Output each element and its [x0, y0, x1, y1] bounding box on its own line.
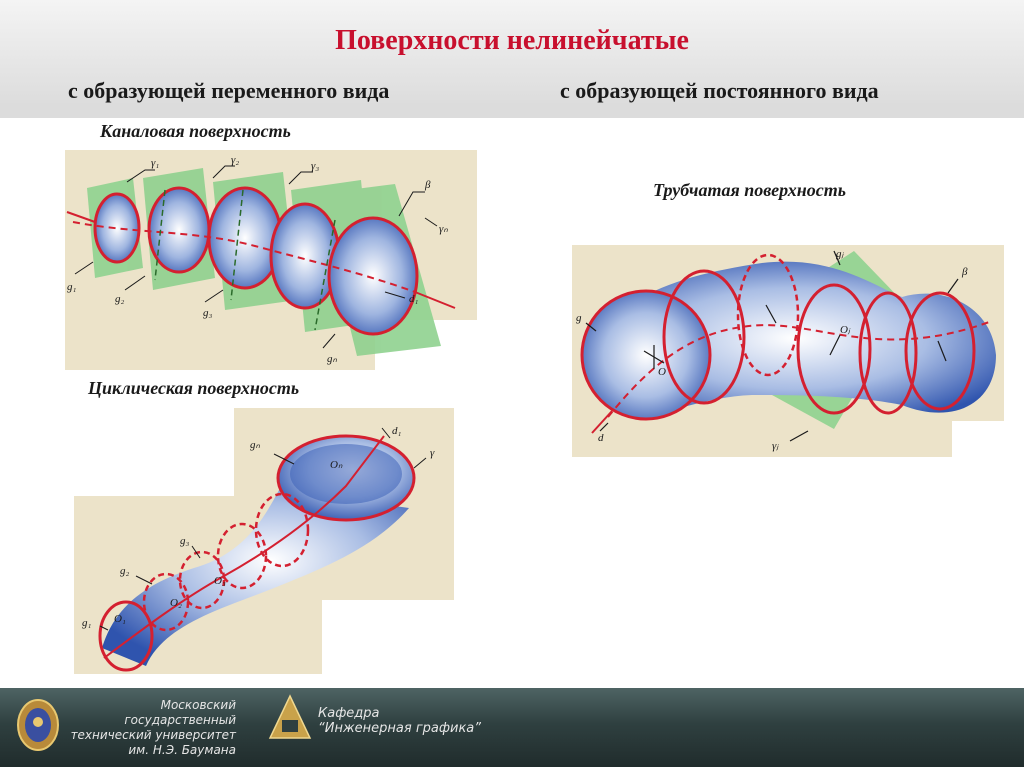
canal-label-y2: γ₂ [231, 154, 240, 166]
department-line-2: “Инженерная графика” [318, 721, 482, 736]
tubular-label-g: g [576, 312, 582, 324]
left-column-heading: с образующей переменного вида [68, 78, 390, 103]
canal-label-d1: d₁ [409, 293, 419, 305]
cyclic-caption: Циклическая поверхность [88, 378, 300, 398]
department-logo-icon [266, 692, 314, 744]
canal-label-beta: β [425, 179, 431, 191]
slide-title: Поверхности нелинейчатые [335, 25, 689, 56]
canal-caption: Каналовая поверхность [100, 121, 291, 141]
tubular-label-yj: γⱼ [772, 440, 779, 452]
right-column-heading: с образующей постоянного вида [560, 78, 879, 103]
cyclic-label-gn: gₙ [250, 439, 260, 451]
university-emblem-icon [16, 698, 60, 752]
tubular-label-beta: β [962, 266, 968, 278]
tubular-surface-figure [572, 245, 1004, 457]
cyclic-label-O3: O₃ [214, 575, 226, 587]
cyclic-label-g2: g₂ [120, 565, 130, 577]
canal-label-y3: γ₃ [311, 160, 320, 172]
cyclic-label-d1: d₁ [392, 425, 402, 437]
cyclic-label-g1: g₁ [82, 617, 92, 629]
cyclic-label-gamma: γ [430, 447, 435, 459]
canal-label-g3: g₃ [203, 307, 213, 319]
tubular-label-Oj: Oⱼ [840, 324, 850, 336]
university-line-1: Московский государственный [124, 698, 236, 727]
cyclic-surface-figure [74, 408, 454, 674]
university-line-3: им. Н.Э. Баумана [128, 743, 236, 757]
university-name [64, 698, 236, 758]
canal-label-g2: g₂ [115, 293, 125, 305]
university-line-2: технический университет [70, 728, 236, 742]
department-name [318, 706, 481, 736]
cyclic-label-g3: g₃ [180, 535, 190, 547]
tubular-label-O: O [658, 366, 666, 378]
department-line-1: Кафедра [318, 706, 380, 721]
tubular-label-d: d [598, 432, 604, 444]
cyclic-label-On: Oₙ [330, 459, 343, 471]
canal-surface-figure [65, 150, 477, 370]
cyclic-label-O1: O₁ [114, 613, 126, 625]
cyclic-label-O2: O₂ [170, 597, 182, 609]
canal-label-y1: γ₁ [151, 157, 160, 169]
canal-label-yn: γₙ [439, 223, 448, 235]
tubular-caption: Трубчатая поверхность [653, 180, 846, 200]
canal-label-g1: g₁ [67, 281, 77, 293]
tubular-label-gj: gⱼ [836, 248, 844, 260]
canal-label-gn: gₙ [327, 353, 337, 365]
